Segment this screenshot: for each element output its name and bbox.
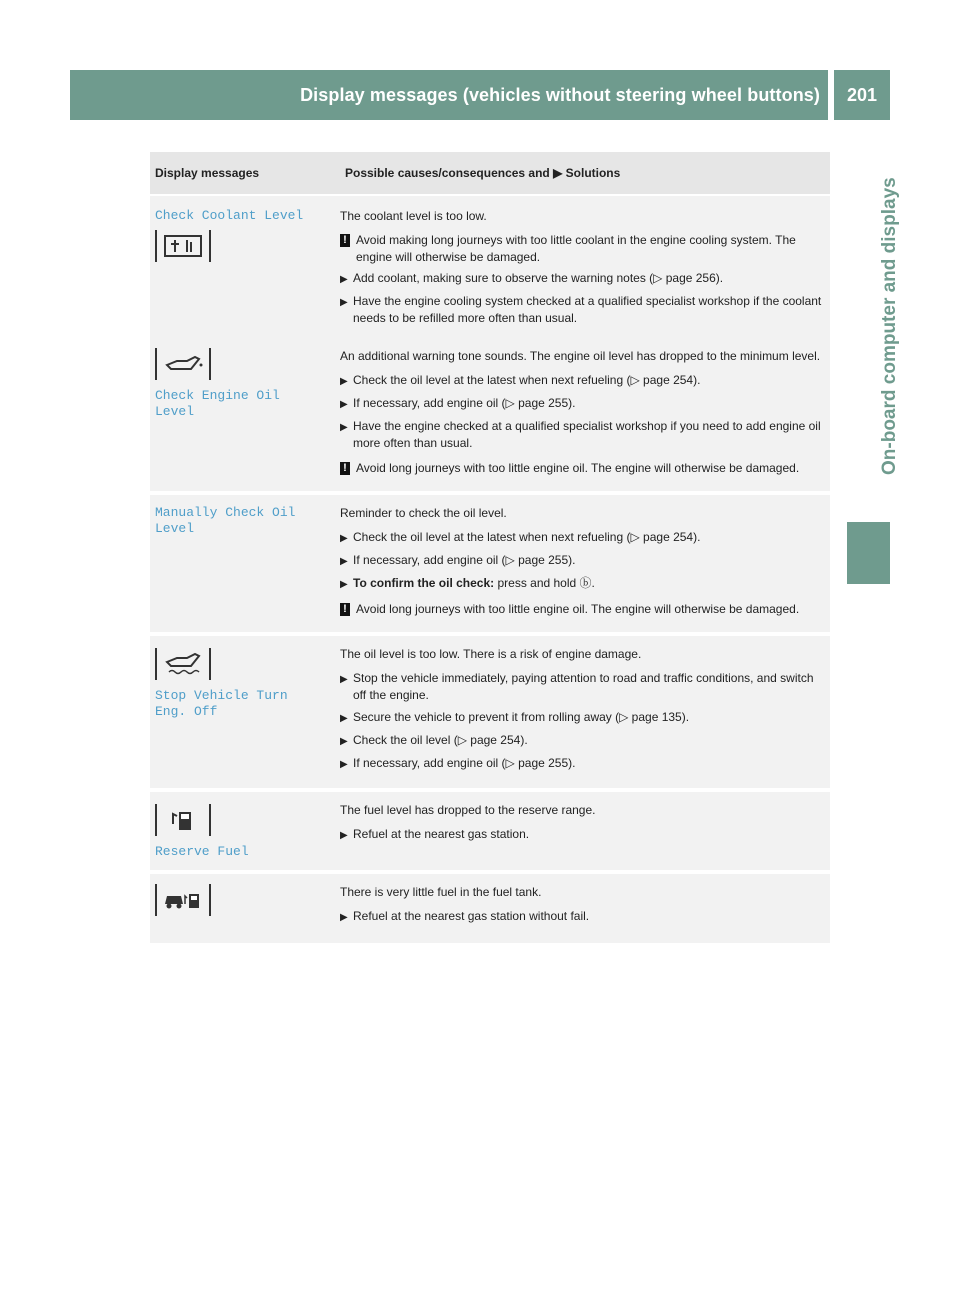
message-cell — [150, 208, 340, 332]
col-header-causes: Possible causes/consequences and ▶ Solutions — [345, 166, 621, 180]
solution-step: ▶ Check the oil level (▷ page 254). — [340, 732, 826, 750]
message-text: Reserve Fuel — [155, 844, 249, 859]
message-cell — [150, 505, 340, 622]
warning-note: ! Avoid long journeys with too little engine oil. The engine will otherwise be damaged. — [340, 601, 826, 618]
page-title: Display messages (vehicles without steering wheel buttons) — [300, 85, 820, 105]
arrow-icon: ▶ — [340, 736, 348, 747]
causes-cell — [340, 802, 830, 860]
display-messages-table — [150, 152, 830, 943]
solution-step: ▶ Check the oil level at the latest when next refueling (▷ page 254). — [340, 372, 826, 390]
causes-cell — [340, 884, 830, 931]
solution-step: ▶ Secure the vehicle to prevent it from rolling away (▷ page 135). — [340, 709, 826, 727]
warning-icon: ! — [340, 462, 350, 475]
solution-step: ▶ Have the engine checked at a qualified specialist workshop if you need to add engine oil more often than usual. — [340, 419, 821, 450]
arrow-icon: ▶ — [340, 422, 348, 433]
cause-text: An additional warning tone sounds. The engine oil level has dropped to the minimum level. — [340, 349, 821, 363]
cause-text: The oil level is too low. There is a risk of engine damage. — [340, 647, 642, 661]
warning-icon: ! — [340, 234, 350, 247]
table-row — [150, 342, 830, 491]
arrow-icon: ▶ — [340, 556, 348, 567]
causes-cell — [340, 646, 830, 778]
message-cell — [150, 884, 340, 931]
section-marker — [847, 522, 890, 584]
message-cell — [150, 348, 340, 481]
arrow-icon: ▶ — [340, 674, 348, 685]
table-row — [150, 792, 830, 870]
table-header — [150, 152, 830, 194]
solution-step: ▶ Refuel at the nearest gas station. — [340, 826, 826, 844]
solution-step: ▶ If necessary, add engine oil (▷ page 255). — [340, 755, 826, 773]
warning-note: ! Avoid long journeys with too little engine oil. The engine will otherwise be damaged. — [340, 460, 826, 477]
arrow-icon: ▶ — [340, 830, 348, 841]
arrow-icon: ▶ — [340, 274, 348, 285]
message-cell — [150, 646, 340, 778]
message-cell — [150, 802, 340, 860]
table-row — [150, 636, 830, 788]
causes-cell — [340, 348, 830, 481]
arrow-icon: ▶ — [340, 399, 348, 410]
solution-step: ▶ Check the oil level at the latest when next refueling (▷ page 254). — [340, 529, 826, 547]
solution-step: ▶ Refuel at the nearest gas station without fail. — [340, 908, 826, 926]
solution-step: ▶ If necessary, add engine oil (▷ page 255). — [340, 395, 826, 413]
arrow-icon: ▶ — [340, 759, 348, 770]
col-header-messages: Display messages — [155, 166, 260, 180]
message-text: Manually Check Oil Level — [155, 505, 296, 536]
cause-text: Reminder to check the oil level. — [340, 506, 507, 520]
page-number: 201 — [834, 70, 890, 120]
section-label: On-board computer and displays — [879, 177, 900, 475]
cause-text: The coolant level is too low. — [340, 209, 487, 223]
solution-step: ▶ To confirm the oil check: press and hold ⓑ. — [340, 575, 826, 593]
arrow-icon: ▶ — [340, 579, 348, 590]
solution-step: ▶ Add coolant, making sure to observe the warning notes (▷ page 256). — [340, 270, 826, 288]
coolant-icon — [155, 230, 211, 262]
table-row — [150, 495, 830, 632]
cause-text: There is very little fuel in the fuel tank. — [340, 885, 542, 899]
message-text: Check Engine Oil Level — [155, 388, 280, 419]
cause-text: The fuel level has dropped to the reserve range. — [340, 803, 596, 817]
message-text: Stop Vehicle Turn Eng. Off — [155, 688, 288, 719]
arrow-icon: ▶ — [340, 713, 348, 724]
warning-note: ! Avoid making long journeys with too little coolant in the engine cooling system. The engine will otherwise be damaged. — [340, 232, 826, 266]
arrow-icon: ▶ — [340, 912, 348, 923]
causes-cell — [340, 505, 830, 622]
oil-can-icon — [155, 348, 211, 380]
arrow-icon: ▶ — [340, 297, 348, 308]
solution-step: ▶ Have the engine cooling system checked at a qualified specialist workshop if the coolant needs to be refilled more often than usual. — [340, 294, 822, 325]
arrow-icon: ▶ — [340, 376, 348, 387]
vehicle-fuel-icon — [155, 884, 211, 916]
table-row — [150, 196, 830, 342]
message-text: Check Coolant Level — [155, 208, 304, 223]
fuel-pump-icon — [155, 804, 211, 836]
warning-icon: ! — [340, 603, 350, 616]
table-row — [150, 874, 830, 943]
solution-step: ▶ Stop the vehicle immediately, paying attention to road and traffic conditions, and switch off the engine. — [340, 671, 814, 702]
causes-cell — [340, 208, 830, 332]
oil-level-icon — [155, 648, 211, 680]
arrow-icon: ▶ — [340, 533, 348, 544]
solution-step: ▶ If necessary, add engine oil (▷ page 255). — [340, 552, 826, 570]
